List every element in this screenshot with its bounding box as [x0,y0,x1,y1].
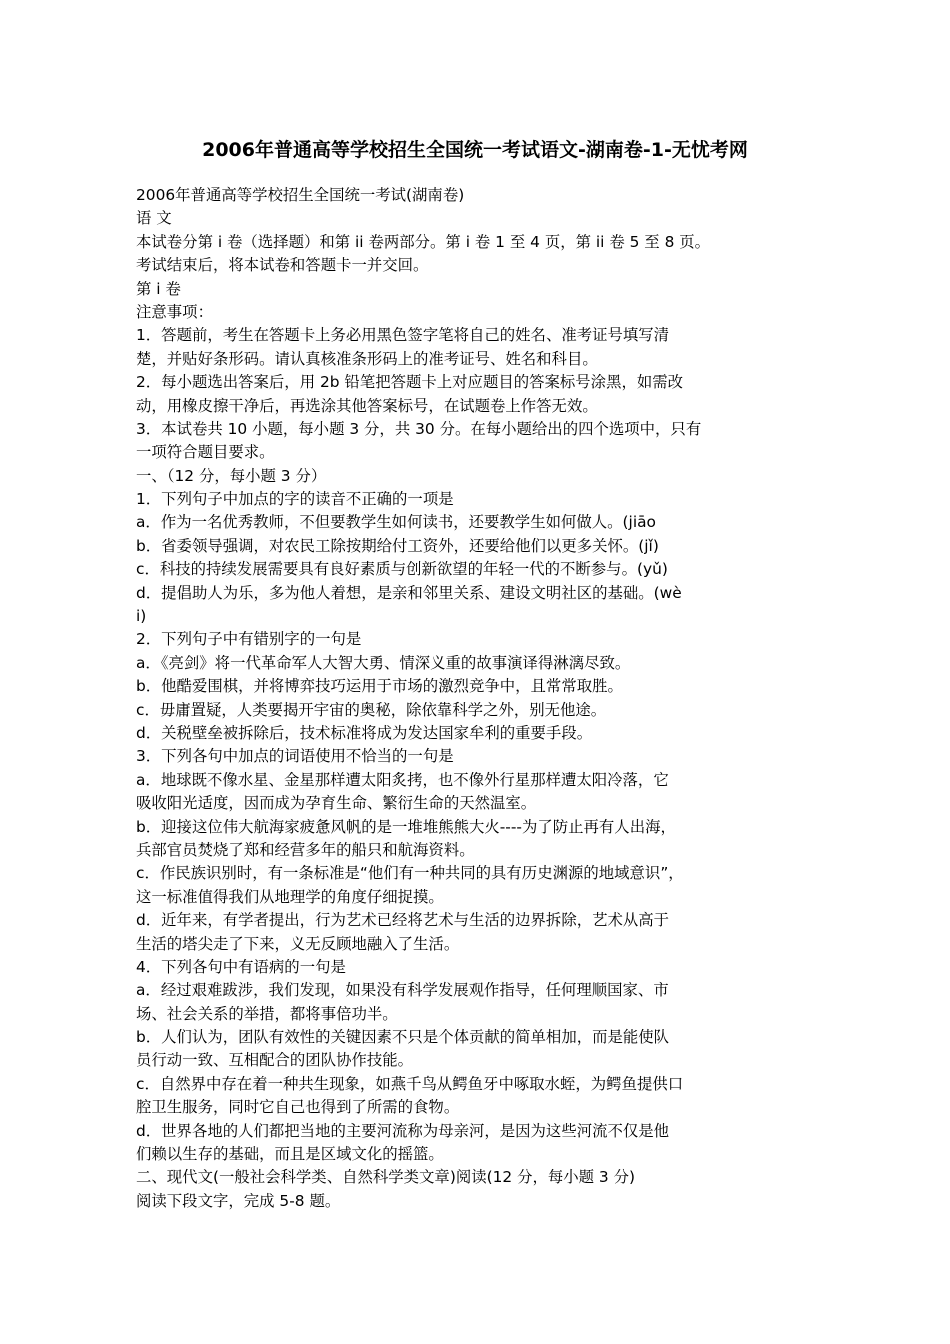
text-line: 2006年普通高等学校招生全国统一考试(湖南卷) [136,186,465,204]
text-line: 3．本试卷共 10 小题，每小题 3 分，共 30 分。在每小题给出的四个选项中，只有 [136,419,702,438]
text-line: 场、社会关系的举措，都将事倍功半。 [136,1004,398,1023]
text-line: a．经过艰难跋涉，我们发现，如果没有科学发展观作指导，任何理顺国家、市 [136,981,669,1000]
text-line: 阅读下段文字，完成 5-8 题。 [136,1191,341,1210]
text-line: 吸收阳光适度，因而成为孕育生命、繁衍生命的天然温室。 [136,794,537,813]
text-line: 3．下列各句中加点的词语使用不恰当的一句是 [136,747,454,766]
document-body [136,184,826,1213]
text-line: b．迎接这位伟大航海家疲惫风帆的是一堆堆熊熊大火----为了防止再有人出海， [136,817,676,836]
text-line: 这一标准值得我们从地理学的角度仔细捉摸。 [136,887,444,906]
text-line: 2．每小题选出答案后，用 2b 铅笔把答题卡上对应题目的答案标号涂黑，如需改 [136,373,684,392]
text-line: b．他酷爱围棋，并将博弈技巧运用于市场的激烈竞争中，且常常取胜。 [136,677,623,696]
text-line: 考试结束后，将本试卷和答题卡一并交回。 [136,256,429,275]
text-line: b．人们认为，团队有效性的关键因素不只是个体贡献的简单相加，而是能使队 [136,1028,670,1047]
text-line: 兵部官员焚烧了郑和经营多年的船只和航海资料。 [136,840,475,859]
text-line: 动，用橡皮擦干净后，再选涂其他答案标号，在试题卷上作答无效。 [136,396,598,415]
text-line: i) [136,607,147,626]
text-line: 4．下列各句中有语病的一句是 [136,957,346,976]
text-line: 生活的塔尖走了下来，义无反顾地融入了生活。 [136,934,460,953]
text-line: c．科技的持续发展需要具有良好素质与创新欲望的年轻一代的不断参与。(yǔ) [136,560,668,579]
text-line: 1．答题前，考生在答题卡上务必用黑色签字笔将自己的姓名、准考证号填写清 [136,326,670,345]
text-line: a．作为一名优秀教师，不但要教学生如何读书，还要教学生如何做人。(jiāo [136,513,656,532]
text-line: d．世界各地的人们都把当地的主要河流称为母亲河，是因为这些河流不仅是他 [136,1121,670,1140]
text-line: a．地球既不像水星、金星那样遭太阳炙拷，也不像外行星那样遭太阳冷落，它 [136,770,669,789]
text-line: 2．下列句子中有错别字的一句是 [136,630,362,649]
text-line: d．提倡助人为乐，多为他人着想，是亲和邻里关系、建设文明社区的基础。(wè [136,583,682,602]
text-line: 第 i 卷 [136,279,181,298]
text-line: 语 文 [136,209,172,228]
text-line: 二、现代文(一般社会科学类、自然科学类文章)阅读(12 分，每小题 3 分) [136,1168,636,1187]
text-line: 1．下列句子中加点的字的读音不正确的一项是 [136,490,454,509]
text-line: 腔卫生服务，同时它自己也得到了所需的食物。 [136,1098,460,1117]
text-line: c．毋庸置疑，人类要揭开宇宙的奥秘，除依靠科学之外，别无他途。 [136,700,607,719]
text-line: 注意事项： [136,302,213,321]
text-line: 本试卷分第 i 卷（选择题）和第 ii 卷两部分。第 i 卷 1 至 4 页，第 ii 卷 5 至 8 页。 [136,232,711,251]
text-line: 楚，并贴好条形码。请认真核准条形码上的准考证号、姓名和科目。 [136,349,598,368]
text-line: d．关税壁垒被拆除后，技术标准将成为发达国家牟利的重要手段。 [136,723,593,742]
text-line: 们赖以生存的基础，而且是区域文化的摇篮。 [136,1145,444,1164]
text-line: c．自然界中存在着一种共生现象，如燕千鸟从鳄鱼牙中啄取水蛭，为鳄鱼提供口 [136,1074,684,1093]
text-line: 员行动一致、互相配合的团队协作技能。 [136,1051,414,1070]
text-line: a．《亮剑》将一代革命军人大智大勇、情深义重的故事演译得淋漓尽致。 [136,653,631,672]
text-line: 一项符合题目要求。 [136,443,275,462]
text-line: 一、（12 分，每小题 3 分） [136,466,327,485]
document-title: 2006年普通高等学校招生全国统一考试语文-湖南卷-1-无忧考网 [202,139,748,161]
text-line: d．近年来，有学者提出，行为艺术已经将艺术与生活的边界拆除，艺术从高于 [136,911,670,930]
text-line: b．省委领导强调，对农民工除按期给付工资外，还要给他们以更多关怀。(jǐ) [136,536,659,555]
text-line: c．作民族识别时，有一条标准是“他们有一种共同的具有历史渊源的地域意识”， [136,864,684,883]
